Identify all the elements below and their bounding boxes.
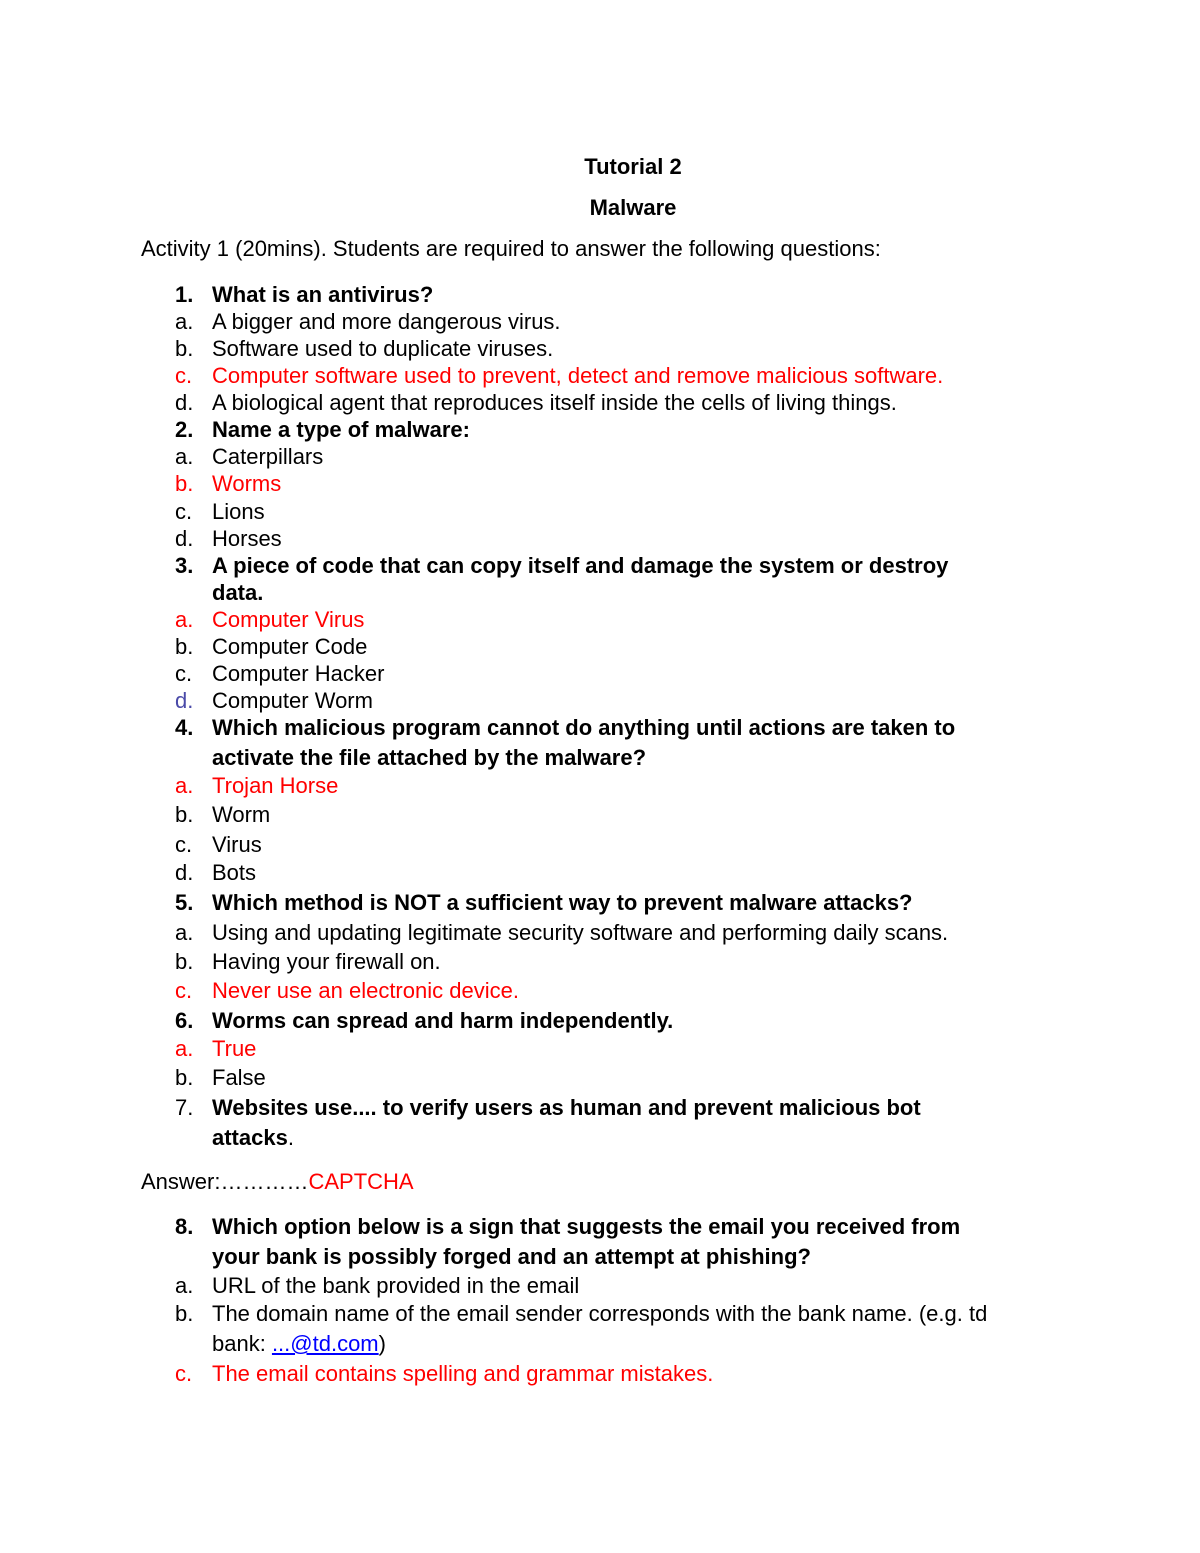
option-marker: d. [175, 860, 194, 885]
option-marker: b. [175, 1301, 194, 1326]
option-text: A biological agent that reproduces itself inside the cells of living things. [212, 390, 897, 415]
option-marker: c. [175, 978, 193, 1003]
option-text: Horses [212, 526, 282, 551]
option-text: The email contains spelling and grammar mistakes. [212, 1361, 714, 1386]
option-text: True [212, 1036, 257, 1061]
option-marker: b. [175, 802, 194, 827]
question-text: Websites use.... to verify users as human and prevent malicious bot [212, 1095, 921, 1120]
option-marker: b. [175, 471, 194, 496]
question-number: 2. [175, 417, 194, 442]
question-number: 8. [175, 1214, 194, 1239]
option-text: Computer software used to prevent, detect and remove malicious software. [212, 363, 944, 388]
question-number: 6. [175, 1008, 194, 1033]
option-text: Using and updating legitimate security software and performing daily scans. [212, 920, 949, 945]
option-text: Software used to duplicate viruses. [212, 336, 554, 361]
question-text: A piece of code that can copy itself and damage the system or destroy [212, 553, 949, 578]
question-number: 1. [175, 282, 194, 307]
option-marker: a. [175, 1273, 194, 1298]
option-marker: d. [175, 688, 194, 713]
option-marker: a. [175, 1036, 194, 1061]
option-marker: b. [175, 634, 194, 659]
option-marker: b. [175, 336, 194, 361]
activity-intro: Activity 1 (20mins). Students are required to answer the following questions: [141, 236, 881, 261]
option-marker: c. [175, 661, 193, 686]
option-marker: b. [175, 949, 194, 974]
option-text: False [212, 1065, 266, 1090]
option-text: Computer Virus [212, 607, 365, 632]
email-link[interactable]: ...@td.com [271, 1331, 379, 1356]
question-number: 7. [175, 1095, 194, 1120]
option-text: Computer Worm [212, 688, 373, 713]
option-marker: c. [175, 832, 193, 857]
question-number: 5. [175, 890, 194, 915]
question-number: 3. [175, 553, 194, 578]
answer-line [141, 1168, 414, 1195]
option-text: Never use an electronic device. [212, 978, 519, 1003]
question-text-tail: . [287, 1125, 294, 1150]
option-marker: b. [175, 1065, 194, 1090]
question-text: Worms can spread and harm independently. [212, 1008, 674, 1033]
option-marker: a. [175, 444, 194, 469]
option-marker: c. [175, 499, 193, 524]
question-text: What is an antivirus? [212, 282, 434, 307]
option-text: Caterpillars [212, 444, 324, 469]
option-text: bank: [212, 1331, 272, 1356]
option-marker: d. [175, 526, 194, 551]
option-text: Worms [212, 471, 282, 496]
option-text: Having your firewall on. [212, 949, 441, 974]
option-marker: a. [175, 773, 194, 798]
question-text: Which malicious program cannot do anything until actions are taken to [212, 715, 956, 740]
question-text: data. [212, 580, 264, 605]
option-marker: d. [175, 390, 194, 415]
option-marker: a. [175, 920, 194, 945]
question-text: Which method is NOT a sufficient way to prevent malware attacks? [212, 890, 913, 915]
option-text: URL of the bank provided in the email [212, 1273, 580, 1298]
option-text: Bots [212, 860, 257, 885]
question-text: attacks [212, 1125, 288, 1150]
option-text: Lions [212, 499, 265, 524]
document-title: Tutorial 2 [584, 154, 682, 179]
document-subtitle: Malware [589, 195, 677, 220]
option-marker: a. [175, 309, 194, 334]
option-marker: a. [175, 607, 194, 632]
answer-label: Answer:………… [141, 1169, 309, 1194]
option-text: Virus [212, 832, 262, 857]
option-text-tail: ) [378, 1331, 386, 1356]
option-text: The domain name of the email sender corresponds with the bank name. (e.g. td [212, 1301, 988, 1326]
question-text: Name a type of malware: [212, 417, 470, 442]
option-text: Trojan Horse [212, 773, 339, 798]
option-marker: c. [175, 363, 193, 388]
question-text: activate the file attached by the malware? [212, 745, 647, 770]
question-text: Which option below is a sign that suggests the email you received from [212, 1214, 961, 1239]
option-text: A bigger and more dangerous virus. [212, 309, 561, 334]
option-text: Worm [212, 802, 271, 827]
question-number: 4. [175, 715, 194, 740]
option-text: Computer Code [212, 634, 368, 659]
question-text: your bank is possibly forged and an attempt at phishing? [212, 1244, 811, 1269]
option-marker: c. [175, 1361, 193, 1386]
answer-value: CAPTCHA [308, 1169, 414, 1194]
option-text: Computer Hacker [212, 661, 385, 686]
